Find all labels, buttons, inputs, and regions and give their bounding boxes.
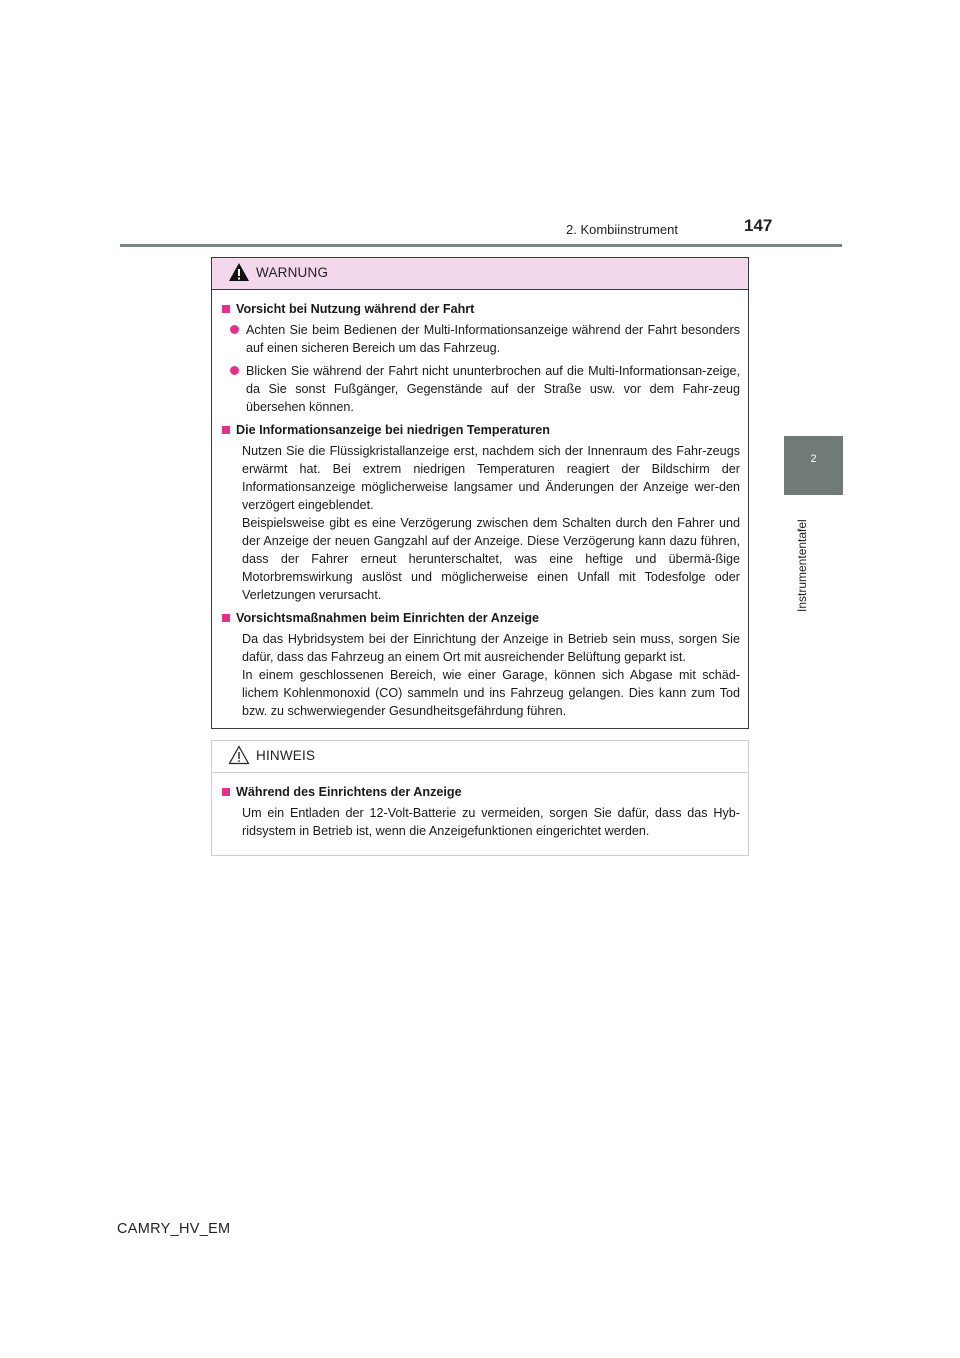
circle-bullet-icon [230, 325, 239, 334]
chapter-title: 2. Kombiinstrument [566, 222, 678, 237]
section-paragraph: Nutzen Sie die Flüssigkristallanzeige erst, nachdem sich der Innenraum des Fahr-zeugs erwärmt hat. Bei extrem niedrigen Temperaturen reagiert der Bildschirm der Informationsanzeige möglicherweise langsamer und Änderungen der Anzeige wer-den verzögert eingeblendet. [242, 444, 740, 512]
chapter-tab-label: Instrumententafel [795, 519, 809, 612]
notice-header [212, 741, 748, 773]
warning-section [220, 300, 740, 416]
square-bullet-icon [222, 426, 230, 434]
caution-triangle-icon [228, 745, 250, 765]
warning-box [211, 257, 749, 729]
section-title: Vorsicht bei Nutzung während der Fahrt [236, 302, 475, 316]
square-bullet-icon [222, 788, 230, 796]
section-title: Die Informationsanzeige bei niedrigen Temperaturen [236, 423, 550, 437]
section-paragraph: Um ein Entladen der 12-Volt-Batterie zu vermeiden, sorgen Sie dafür, dass das Hyb-ridsystem in Betrieb ist, wenn die Anzeigefunktionen eingerichtet werden. [242, 806, 740, 838]
section-title: Während des Einrichtens der Anzeige [236, 785, 462, 799]
warning-title: WARNUNG [256, 265, 329, 280]
chapter-tab [784, 436, 843, 495]
warning-section [220, 421, 740, 604]
page-number: 147 [744, 216, 773, 235]
bullet-item [230, 321, 740, 357]
warning-triangle-icon [228, 262, 250, 282]
section-title: Vorsichtsmaßnahmen beim Einrichten der Anzeige [236, 611, 540, 625]
notice-section [220, 783, 740, 840]
section-paragraph: In einem geschlossenen Bereich, wie einer Garage, können sich Abgase mit schäd-lichem Kohlenmonoxid (CO) sammeln und ins Fahrzeug gelangen. Dies kann zum Tod bzw. zu schwerwiegender Gesundheitsgefährdung führen. [242, 668, 740, 718]
warning-body [212, 290, 748, 720]
chapter-tab-number: 2 [810, 453, 817, 465]
notice-title: HINWEIS [256, 748, 316, 763]
bullet-item [230, 362, 740, 416]
warning-header [212, 258, 748, 290]
circle-bullet-icon [230, 366, 239, 375]
notice-body [212, 773, 748, 840]
warning-section [220, 609, 740, 720]
section-paragraph: Da das Hybridsystem bei der Einrichtung der Anzeige in Betrieb sein muss, sorgen Sie dafür, dass das Fahrzeug an einem Ort mit ausreichender Belüftung geparkt ist. [242, 632, 740, 664]
bullet-text: Blicken Sie während der Fahrt nicht ununterbrochen auf die Multi-Informationsan-zeige, da Sie sonst Fußgänger, Gegenstände auf der Straße usw. vor dem Fahr-zeug übersehen können. [246, 364, 740, 414]
header-rule [120, 244, 842, 247]
section-paragraph: Beispielsweise gibt es eine Verzögerung zwischen dem Schalten durch den Fahrer und der Anzeige der neuen Gangzahl auf der Anzeige. Diese Verzögerung kann dazu führen, dass der Fahrer erneut herunterschaltet, was eine heftige und übermä-ßige Motorbremswirkung auslöst und möglicherweise einen Unfall mit Todesfolge oder Verletzungen verursacht. [242, 516, 740, 602]
square-bullet-icon [222, 305, 230, 313]
document-code: CAMRY_HV_EM [117, 1221, 231, 1237]
square-bullet-icon [222, 614, 230, 622]
bullet-text: Achten Sie beim Bedienen der Multi-Informationsanzeige während der Fahrt besonders auf einen sicheren Bereich um das Fahrzeug. [246, 323, 740, 355]
notice-box [211, 740, 749, 856]
